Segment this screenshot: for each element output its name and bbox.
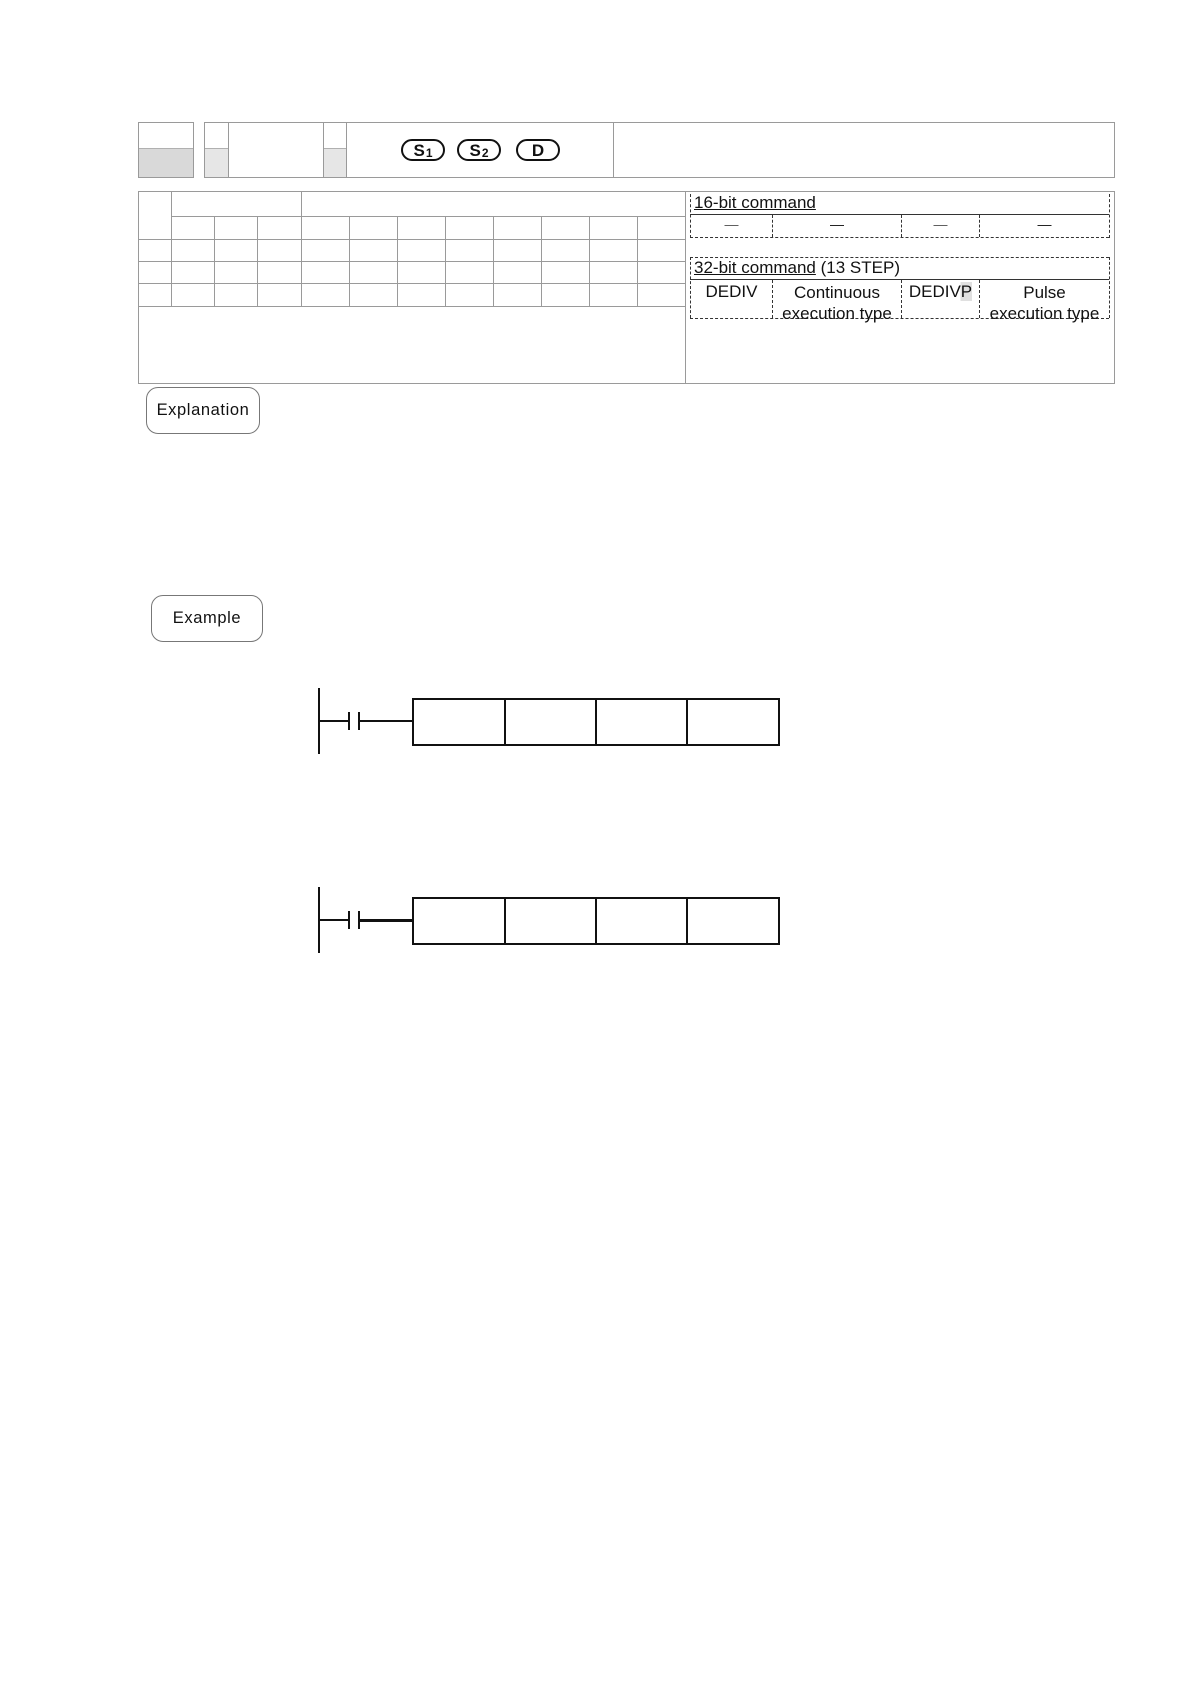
function-box [613,122,1115,178]
mnemonic-divider-3 [346,123,347,177]
cmd32-pulse-text [980,282,1109,324]
mnemonic-box [204,122,614,178]
cmd32-step: (13 STEP) [820,258,900,277]
grid-h-2 [139,239,685,240]
ladder-2-contact-left [348,911,350,929]
cmd32-continuous-text [773,282,901,324]
cmd16-cell-4: — [1037,216,1052,232]
cmd16-cell-3: — [933,216,948,232]
ladder-1-wire-left [318,720,348,722]
operand-s1-oval [401,139,445,161]
cmd32-label-line [694,258,900,278]
cmd32-pulse-line1: Pulse [1023,283,1066,302]
cmd32-mnemonic-pulse [902,282,979,302]
cmd32-label: 32-bit command [694,258,816,277]
operand-s1-sub: 1 [425,146,433,160]
ladder-1-contact-left [348,712,350,730]
cmd16-label: 16-bit command [694,193,816,212]
cmd16-mid-line [690,214,1109,215]
cmd32-continuous-line2: execution type [782,304,892,323]
cmd16-cell-1: — [724,216,739,232]
example-tag: Example [151,595,263,642]
cmd16-bottom-line [690,237,1109,238]
ladder-1-box-sep-1 [504,700,506,744]
cmd32-mnemonic-continuous: DEDIV [705,282,758,301]
ladder-1-wire-right [360,720,412,722]
operand-s2-sub: 2 [481,146,489,160]
grid-h-1 [171,216,685,217]
operand-d-letter: D [531,140,545,160]
grid-v-3 [301,192,302,306]
command-panel [689,192,1114,383]
ladder-1-instruction-box [412,698,780,746]
grid-h-5 [139,306,685,307]
ladder-rung-1 [316,688,786,754]
grid-h-3 [139,261,685,262]
ladder-1-box-sep-2 [595,700,597,744]
cmd32-continuous-line1: Continuous [793,283,880,302]
mnemonic-flag-shade-1 [205,148,228,177]
ladder-rung-2 [316,887,786,953]
ladder-2-wire-left [318,919,348,921]
device-table [138,191,1115,384]
cmd32-right-edge [1109,257,1110,318]
cmd32-pulse-line2: execution type [989,304,1100,323]
cmd16-right-edge [1109,194,1110,238]
cmd32-mid-line [690,279,1109,280]
grid-h-4 [139,283,685,284]
ladder-1-box-sep-3 [686,700,688,744]
explanation-tag: Explanation [146,387,260,434]
ladder-2-box-sep-1 [504,899,506,943]
cmd32-mnemonic-pulse-text: DEDIVP [908,282,973,301]
ladder-2-box-sep-2 [595,899,597,943]
api-number-box [138,122,194,178]
operand-d-oval [516,139,560,161]
mnemonic-divider-1 [228,123,229,177]
operand-s1-letter: S [413,140,425,160]
grid-v-0 [171,192,172,306]
api-number-shade [139,148,193,177]
cmd16-cell-2: — [830,216,844,232]
ladder-2-box-sep-3 [686,899,688,943]
mnemonic-flag-shade-2 [324,148,346,177]
operand-s2-letter: S [469,140,481,160]
panel-divider [685,192,686,383]
operand-s2-oval [457,139,501,161]
ladder-2-instruction-box [412,897,780,945]
ladder-2-wire-right [360,919,412,922]
